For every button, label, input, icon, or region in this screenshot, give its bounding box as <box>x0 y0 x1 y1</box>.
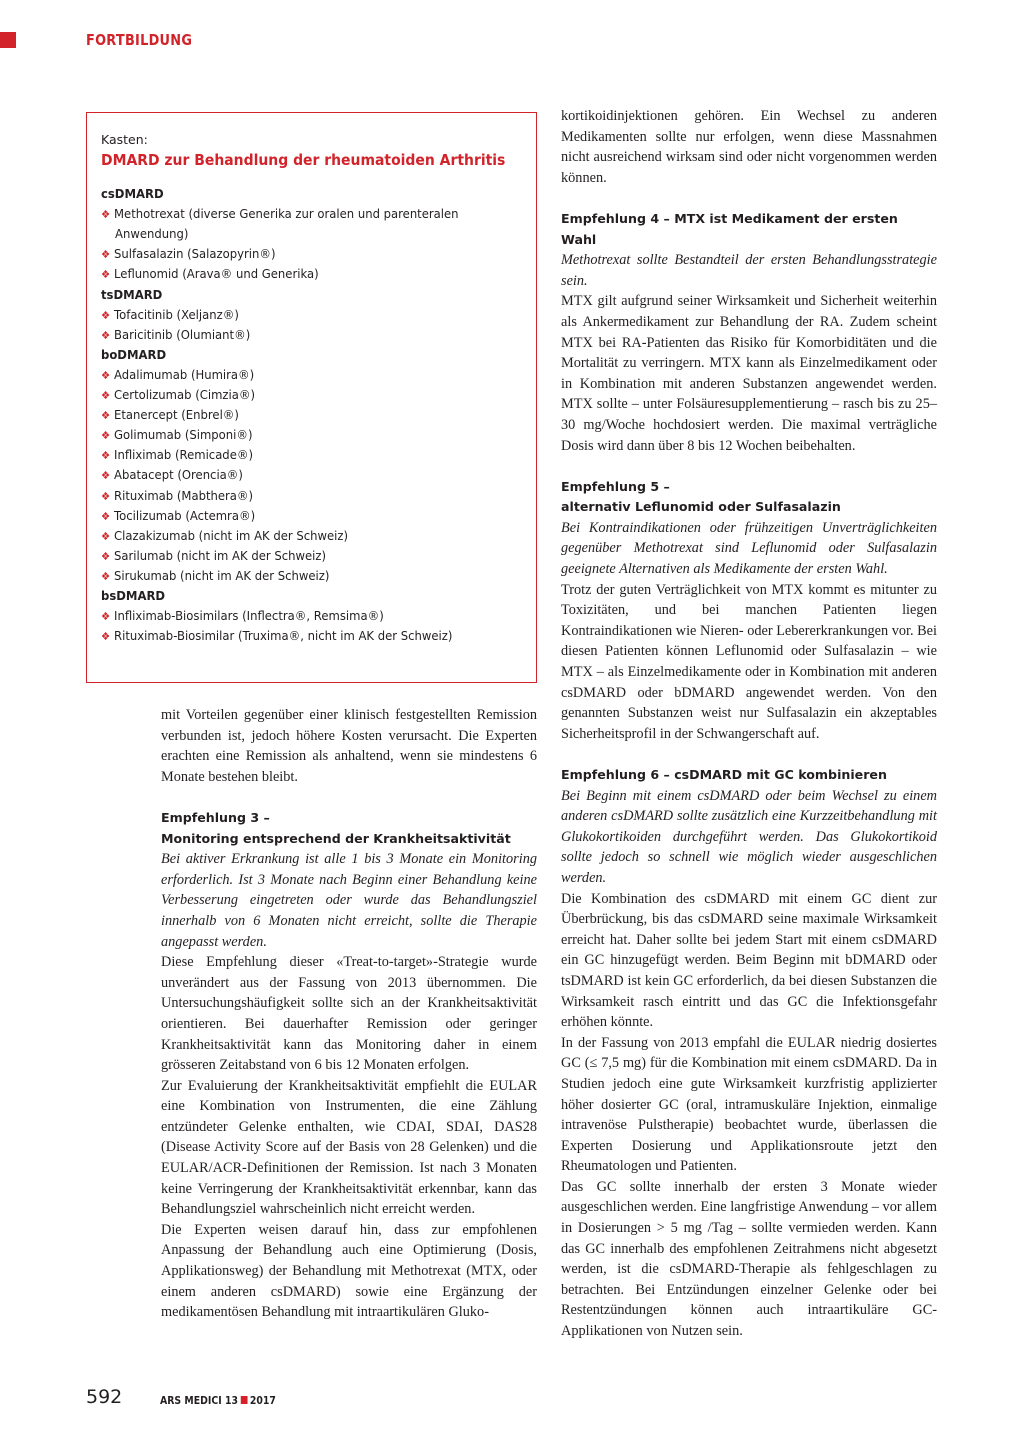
drug-list-item <box>101 467 243 482</box>
recommendation-statement: Bei Kontraindikationen oder frühzeitigen Unverträglichkeiten gegenüber Methotrexat sind Leflunomid oder Sulfasalazin geeignete Alternativen als Medikamente der ersten Wahl. <box>561 519 937 578</box>
drug-list-item-text: Baricitinib (Olumiant®) <box>114 326 251 342</box>
page-number: 592 <box>86 1386 123 1408</box>
body-paragraph: Das GC sollte innerhalb der ersten 3 Monate wieder ausgeschlichen werden. Eine langfristige Anwendung – vor allem in Dosierungen > 5 mg /Tag – sollte vermieden werden. Kann das GC innerhalb des empfohlenen Zeitrahmens nicht abgesetzt werden, ist die csDMARD-Therapie als fehlgeschlagen zu betrachten. Bei Entzündungen einzelner Gelenke oder bei Restentzündungen können auch intraartikuläre GC-Applikationen von Nutzen sein. <box>561 1178 937 1340</box>
body-paragraph: Die Experten weisen darauf hin, dass zur empfohlenen Anpassung der Behandlung auch eine Optimierung (Dosis, Applikationsweg) der Behandlung mit Methotrexat (MTX, oder einem anderen csDMARD) sowie eine Ergänzung der medikamentösen Behandlung mit intraartikulären Gluko- <box>161 1221 537 1321</box>
body-paragraph: kortikoidinjektionen gehören. Ein Wechsel zu anderen Medikamenten sollte nur erfolgen, wenn diese Massnahmen nicht ausreichend wirksam sind oder nicht vorgenommen werden können. <box>561 108 937 186</box>
drug-list-item-text: Tocilizumab (Actemra®) <box>114 507 256 523</box>
body-paragraph: Zur Evaluierung der Krankheitsaktivität empfiehlt die EULAR eine Kombination von Instrumenten, die eine Zählung entzündeter Gelenke enthalten, wie CDAI, SDAI, DAS28 (Disease Activity Score auf der Basis von 28 Gelenken) und die EULAR/ACR-Definitionen der Remission. Ist nach 3 Monaten keine Verringerung der Krankheitsaktivität erkennbar, kann das Behandlungsziel wahrscheinlich nicht erreicht werden. <box>161 1077 537 1218</box>
diamond-bullet-icon: ❖ <box>101 610 111 624</box>
drug-list-item <box>101 307 239 322</box>
diamond-bullet-icon: ❖ <box>101 509 111 523</box>
drug-list-item-text: Sarilumab (nicht im AK der Schweiz) <box>114 547 327 563</box>
section-title: FORTBILDUNG <box>86 31 193 49</box>
drug-list-item-text: Certolizumab (Cimzia®) <box>114 387 256 402</box>
drug-list-item <box>101 508 255 523</box>
info-box-title: DMARD zur Behandlung der rheumatoiden Arthritis <box>101 151 506 169</box>
diamond-bullet-icon: ❖ <box>101 268 111 282</box>
drug-list-item <box>101 387 255 402</box>
diamond-bullet-icon: ❖ <box>101 248 111 262</box>
info-box-label: Kasten: <box>101 132 148 147</box>
recommendation-statement: Methotrexat sollte Bestandteil der ersten Behandlungsstrategie sein. <box>561 252 937 289</box>
drug-list-item <box>101 447 253 462</box>
header-accent-square <box>0 32 16 48</box>
drug-list-item-continuation: Anwendung) <box>115 226 189 242</box>
paragraph-spacer <box>561 188 937 209</box>
body-paragraph: MTX gilt aufgrund seiner Wirksamkeit und Sicherheit weiterhin als Ankermedikament zur Behandlung der RA. Zudem scheint MTX bei RA-Patienten das Risiko für Komorbiditäten und die Mortalität zu verringern. MTX kann als Einzelmedikament oder in Kombination mit anderen Substanzen angewendet werden. MTX sollte – unter Folsäuresupplementierung – rasch bis zu 25–30 mg/Woche hochdosiert werden. Die maximal verträgliche Dosis wird dann über 8 bis 12 Wochen beibehalten. <box>561 293 937 454</box>
drug-list-item <box>101 266 319 281</box>
drug-category-heading: tsDMARD <box>101 286 163 302</box>
paragraph-spacer <box>161 787 537 808</box>
drug-list-item-text: Adalimumab (Humira®) <box>114 366 255 382</box>
recommendation-statement: Bei Beginn mit einem csDMARD oder beim Wechsel zu einem anderen csDMARD sollte zusätzlich eine Kurzzeitbehandlung mit Glukokortikoiden durchgeführt werden. Das Glukokortikoid sollte jedoch so schnell wie möglich wieder ausgeschlichen werden. <box>561 787 937 886</box>
body-paragraph: In der Fassung von 2013 empfahl die EULAR niedrig dosiertes GC (≤ 7,5 mg) für die Kombination mit einem csDMARD. Da in Studien jedoch eine gute Wirksamkeit kurzfristig applizierter höher dosierter GC (oral, intramuskuläre Injektion, einmalige intravenöse Pulstherapie) beobachtet wurde, überlassen die Experten Dosierung und Applikationsroute jetzt den Rheumatologen und Patienten. <box>561 1034 937 1175</box>
recommendation-heading: Empfehlung 5 – <box>561 478 670 494</box>
journal-year: 2017 <box>249 1394 276 1407</box>
drug-list-item <box>101 407 239 422</box>
diamond-bullet-icon: ❖ <box>101 429 111 443</box>
drug-category-heading: csDMARD <box>101 186 164 201</box>
recommendation-heading: Empfehlung 4 – MTX ist Medikament der ersten Wahl <box>561 210 898 247</box>
drug-list-item-text: Rituximab (Mabthera®) <box>114 487 254 503</box>
diamond-bullet-icon: ❖ <box>101 529 111 543</box>
diamond-bullet-icon: ❖ <box>101 368 111 382</box>
recommendation-statement: Bei aktiver Erkrankung ist alle 1 bis 3 Monate ein Monitoring erforderlich. Ist 3 Monate nach Beginn einer Behandlung keine Verbesserung eingetreten oder wurde das Behandlungsziel innerhalb von 6 Monaten nicht erreicht, sollte die Therapie angepasst werden. <box>161 851 537 950</box>
body-paragraph: Die Kombination des csDMARD mit einem GC dient zur Überbrückung, bis das csDMARD seine maximale Wirksamkeit erreicht hat. Daher sollte bei jedem Start mit einem csDMARD ein GC hinzugefügt werden. Beim Beginn mit bDMARD oder tsDMARD ist kein GC erforderlich, da bei diesen Substanzen die Wirksamkeit rasch eintritt und das GC die Infektionsgefahr erhöhen könnte. <box>561 890 937 1031</box>
drug-list-item-text: Infliximab (Remicade®) <box>114 447 254 463</box>
drug-list-item <box>101 568 329 583</box>
diamond-bullet-icon: ❖ <box>101 489 111 503</box>
drug-list-item <box>101 427 253 442</box>
journal-footer <box>160 1394 276 1407</box>
drug-list-item <box>101 206 459 221</box>
diamond-bullet-icon: ❖ <box>101 208 111 222</box>
diamond-bullet-icon: ❖ <box>101 630 111 644</box>
drug-list-item <box>101 367 254 382</box>
drug-list-item <box>101 628 452 643</box>
drug-category-heading: boDMARD <box>101 346 167 362</box>
paragraph-spacer <box>561 456 937 477</box>
diamond-bullet-icon: ❖ <box>101 549 111 563</box>
body-paragraph: Diese Empfehlung dieser «Treat-to-target»-Strategie wurde unverändert aus der Fassung von 2013 übernommen. Die Untersuchungshäufigkeit sollte sich an der Krankheitsaktivität orientieren. Bei dauerhafter Remission oder geringer Krankheitsaktivität kann das Monitoring daher in einem grösseren Zeitabstand von 6 bis 12 Monaten erfolgen. <box>161 954 537 1074</box>
footer-accent-square <box>241 1396 248 1404</box>
drug-category-heading: bsDMARD <box>101 588 166 603</box>
drug-list-item <box>101 327 250 342</box>
drug-list-item-text: Leflunomid (Arava® und Generika) <box>114 266 319 282</box>
body-paragraph: mit Vorteilen gegenüber einer klinisch festgestellten Remission verbunden ist, jedoch höhere Kosten verursacht. Die Experten erachten eine Remission als anhaltend, wenn sie mindestens 6 Monate bestehen bleibt. <box>161 707 537 785</box>
drug-list-item-text: Sulfasalazin (Salazopyrin®) <box>114 246 276 262</box>
diamond-bullet-icon: ❖ <box>101 389 111 402</box>
drug-list-item-text: Golimumab (Simponi®) <box>114 427 253 443</box>
recommendation-heading: Empfehlung 6 – csDMARD mit GC kombinieren <box>561 767 887 782</box>
right-column-text <box>561 106 937 1342</box>
drug-list-item-text: Etanercept (Enbrel®) <box>114 407 239 423</box>
drug-list-item <box>101 246 276 261</box>
recommendation-heading: Monitoring entsprechend der Krankheitsaktivität <box>161 830 511 846</box>
left-column-text <box>161 705 537 1323</box>
drug-list-item-text: Sirukumab (nicht im AK der Schweiz) <box>114 567 330 583</box>
drug-list-item-text: Methotrexat (diverse Generika zur oralen und parenteralen <box>114 206 459 222</box>
drug-list-item <box>101 608 384 623</box>
drug-list-item-text: Infliximab-Biosimilars (Inflectra®, Remsima®) <box>114 608 384 624</box>
diamond-bullet-icon: ❖ <box>101 409 111 423</box>
drug-list-item <box>101 488 253 503</box>
body-paragraph: Trotz der guten Verträglichkeit von MTX kommt es mitunter zu Toxizitäten, und bei manchen Patienten liegen Kontraindikationen wie Nieren- oder Lebererkrankungen vor. Bei diesen Patienten können Leflunomid oder Sulfasalazin – wie MTX – als Einzelmedikamente oder in Kombination mit anderen csDMARD oder bDMARD angewendet werden. Von den genannten Substanzen weist nur Sulfasalazin ein akzeptables Sicherheitsprofil in der Schwangerschaft auf. <box>561 581 937 742</box>
drug-list-item-text: Rituximab-Biosimilar (Truxima®, nicht im AK der Schweiz) <box>114 628 453 644</box>
drug-list-item-text: Abatacept (Orencia®) <box>114 467 243 483</box>
recommendation-heading: Empfehlung 3 – <box>161 809 270 825</box>
drug-list-item-text: Tofacitinib (Xeljanz®) <box>114 306 239 322</box>
diamond-bullet-icon: ❖ <box>101 328 111 342</box>
diamond-bullet-icon: ❖ <box>101 469 111 483</box>
paragraph-spacer <box>561 744 937 765</box>
diamond-bullet-icon: ❖ <box>101 308 111 322</box>
drug-list-item <box>101 548 326 563</box>
diamond-bullet-icon: ❖ <box>101 449 111 463</box>
drug-list-item-text: Clazakizumab (nicht im AK der Schweiz) <box>114 527 349 543</box>
recommendation-heading: alternativ Leflunomid oder Sulfasalazin <box>561 499 841 515</box>
diamond-bullet-icon: ❖ <box>101 569 111 583</box>
journal-name: ARS MEDICI 13 <box>160 1394 238 1407</box>
drug-list-item <box>101 528 348 543</box>
